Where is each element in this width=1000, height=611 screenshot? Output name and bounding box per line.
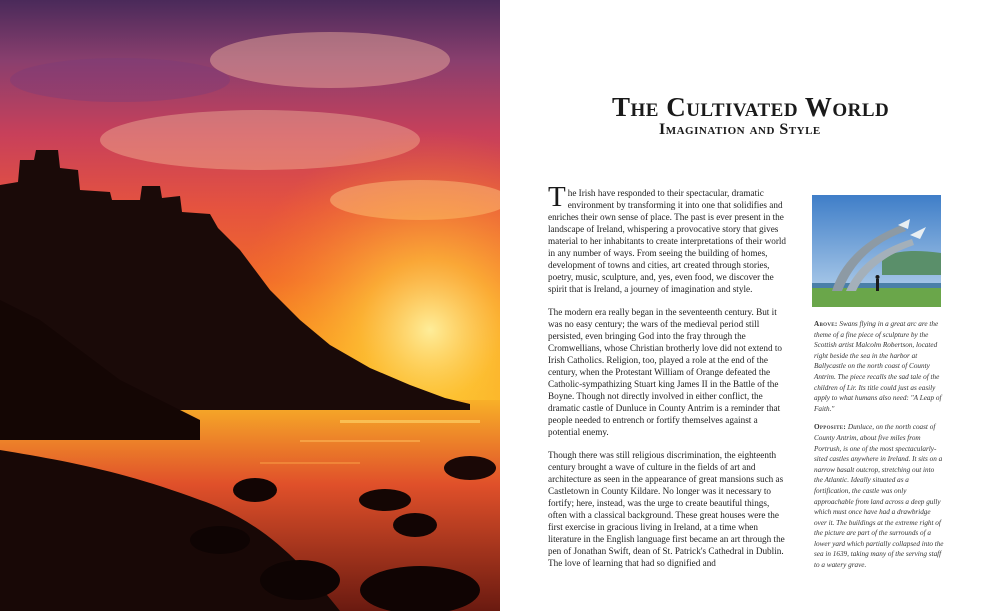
caption-lead: Opposite: (814, 423, 847, 432)
caption-column (814, 319, 944, 579)
page-title: The Cultivated World (612, 92, 890, 122)
caption-text: Swans flying in a great arc are the theme of a fine piece of sculpture by the Scottish artist Malcolm Robertson, located right beside the sea in the harbor at Ballycastle on the north coast of County Antrim. The piece recalls the sad tale of the children of Lir. Its title could just as easily apply to what humans also need: "A Leap of Faith." (814, 320, 942, 413)
body-paragraph (548, 181, 788, 295)
caption-above (814, 319, 944, 414)
body-paragraph: The modern era really began in the seventeenth century. But it was no easy century; the wars of the medieval period still persisted, even bringing God into the fray through the Cromwellians, whose Christian brotherly love did not extend to Irish Catholics. Religion, too, played a role at the end of the century, when the Protestant William of Orange defeated the Catholic-sympathizing Stuart king James II in the Battle of the Boyne. Though not directly involved in either conflict, the dramatic castle of Dunluce in County Antrim is a reminder that people needed to entrench or fortify themselves against a potential enemy. (548, 307, 782, 437)
swan-sculpture-illustration (812, 195, 941, 307)
body-text-column (548, 181, 788, 580)
page-subtitle: Imagination and Style (659, 121, 821, 138)
swan-sculpture-photo (812, 195, 941, 307)
caption-lead: Above: (814, 320, 838, 328)
caption-opposite (814, 422, 944, 570)
body-paragraph-text: he Irish have responded to their spectacular, dramatic environment by transforming it into one that solidifies and enriches their own sense of place. The past is ever present in the landscape of Ireland, whispering a provocative story that gives material to her inhabitants to create interpretations of their world in any number of ways. From seeing the building of homes, development of towns and cities, art created through stories, poetry, music, sculpture, and, yes, even food, we discover the spirit that is Ireland, a journey of imagination and style. (548, 188, 787, 294)
caption-text: Dunluce, on the north coast of County Antrim, about five miles from Portrush, is one of the most spectacularly-sited castles anywhere in Ireland. It sits on a narrow basalt outcrop, stretching out into the Atlantic. Ideally situated as a fortification, the castle was only approachable from land across a deep gully which must once have had a drawbridge over it. The buildings at the extreme right of the picture are part of the surrounds of a lower yard which partially collapsed into the sea in 1639, taking many of the serving staff to a watery grave. (814, 423, 944, 570)
body-paragraph: Though there was still religious discrimination, the eighteenth century brought a wave of culture in the fields of art and architecture as seen in the appearance of great mansions such as Castletown in County Kildare. No longer was it necessary to fortify; here, instead, was the urge to create beautiful things, often with a classical background. These great houses were the first exercise in gracious living in Ireland, at a time when literature in the English language first became an art through the pen of Jonathan Swift, dean of St. Patrick's Cathedral in Dublin. The love of learning that had so dignified and (548, 450, 785, 568)
drop-cap: T (548, 181, 566, 213)
